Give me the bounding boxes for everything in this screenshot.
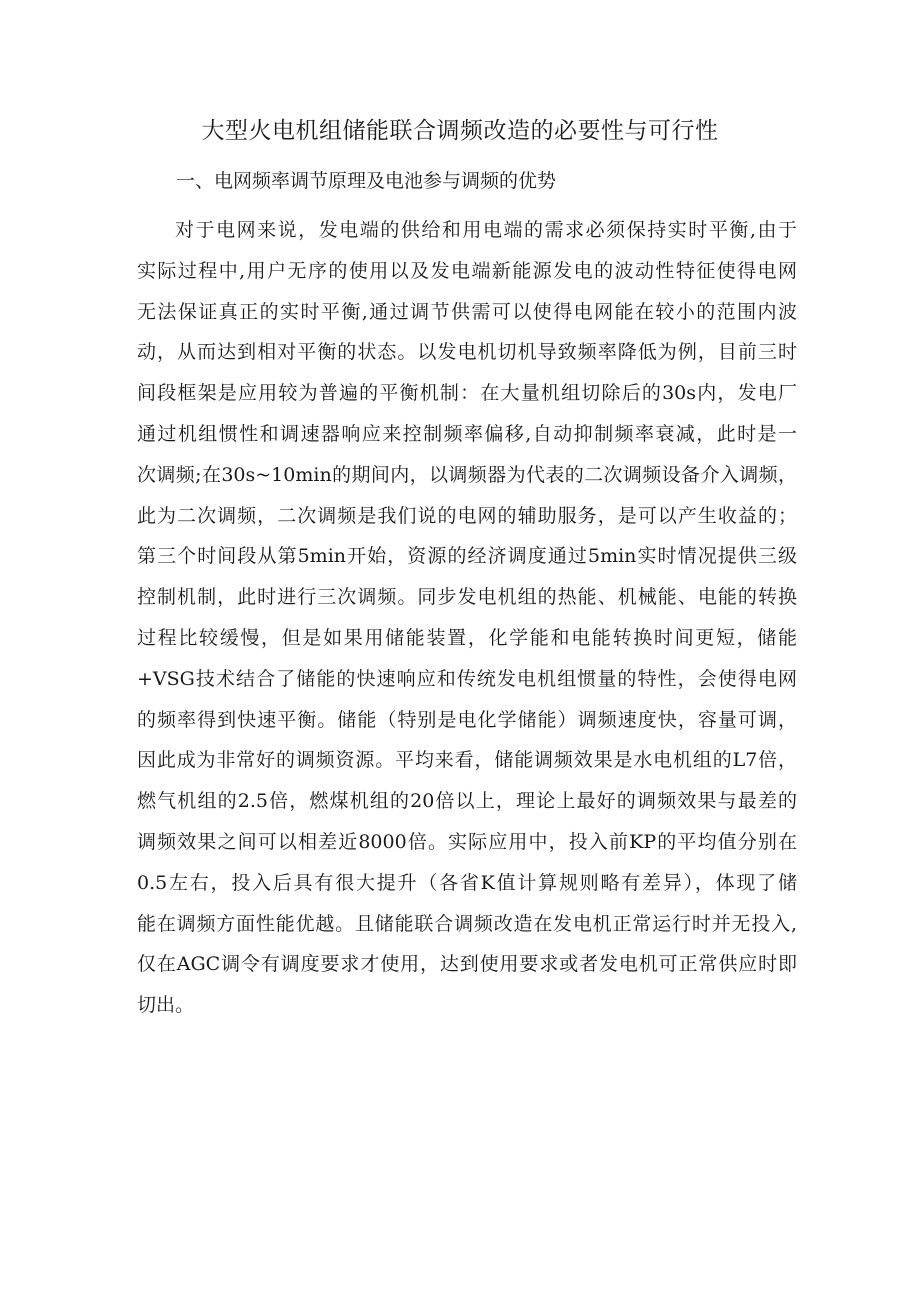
paragraph-line: 控制机制，此时进行三次调频。同步发电机组的热能、机械能、电能的转换 [137, 586, 797, 609]
paragraph-line: 第三个时间段从第5min开始，资源的经济调度通过5min实时情况提供三级 [137, 545, 797, 568]
paragraph-line: 间段框架是应用较为普遍的平衡机制：在大量机组切除后的30s内，发电厂 [137, 382, 797, 405]
paragraph-line: 因此成为非常好的调频资源。平均来看，储能调频效果是水电机组的L7倍， [137, 749, 797, 772]
section-heading: 一、电网频率调节原理及电池参与调频的优势 [176, 170, 557, 192]
paragraph-line: 次调频;在30s~10min的期间内，以调频器为代表的二次调频设备介入调频， [137, 463, 797, 486]
paragraph-line: 能在调频方面性能优越。且储能联合调频改造在发电机正常运行时并无投入, [137, 912, 797, 935]
paragraph-line: 无法保证真正的实时平衡,通过调节供需可以使得电网能在较小的范围内波 [137, 300, 797, 323]
document-title: 大型火电机组储能联合调频改造的必要性与可行性 [201, 118, 719, 144]
paragraph-line: 的频率得到快速平衡。储能（特别是电化学储能）调频速度快，容量可调， [137, 708, 797, 731]
body-paragraph [137, 210, 797, 1026]
paragraph-line: 仅在AGC调令有调度要求才使用，达到使用要求或者发电机可正常供应时即 [137, 953, 797, 976]
paragraph-line: 实际过程中,用户无序的使用以及发电端新能源发电的波动性特征使得电网 [137, 259, 797, 282]
paragraph-line: 通过机组惯性和调速器响应来控制频率偏移,自动抑制频率衰减，此时是一 [137, 422, 797, 445]
paragraph-line: 切出。 [137, 994, 195, 1017]
paragraph-line: 此为二次调频，二次调频是我们说的电网的辅助服务，是可以产生收益的； [137, 504, 797, 527]
paragraph-line: 燃气机组的2.5倍，燃煤机组的20倍以上，理论上最好的调频效果与最差的 [137, 790, 797, 813]
paragraph-line: 过程比较缓慢，但是如果用储能装置，化学能和电能转换时间更短，储能 [137, 626, 797, 649]
paragraph-line: 调频效果之间可以相差近8000倍。实际应用中，投入前KP的平均值分别在 [137, 830, 797, 853]
paragraph-line: 动，从而达到相对平衡的状态。以发电机切机导致频率降低为例，目前三时 [137, 341, 797, 364]
paragraph-line: 0.5左右，投入后具有很大提升（各省K值计算规则略有差异），体现了储 [137, 871, 797, 894]
paragraph-line: 对于电网来说，发电端的供给和用电端的需求必须保持实时平衡,由于 [175, 219, 797, 241]
paragraph-line: +VSG技术结合了储能的快速响应和传统发电机组惯量的特性，会使得电网 [137, 667, 797, 690]
